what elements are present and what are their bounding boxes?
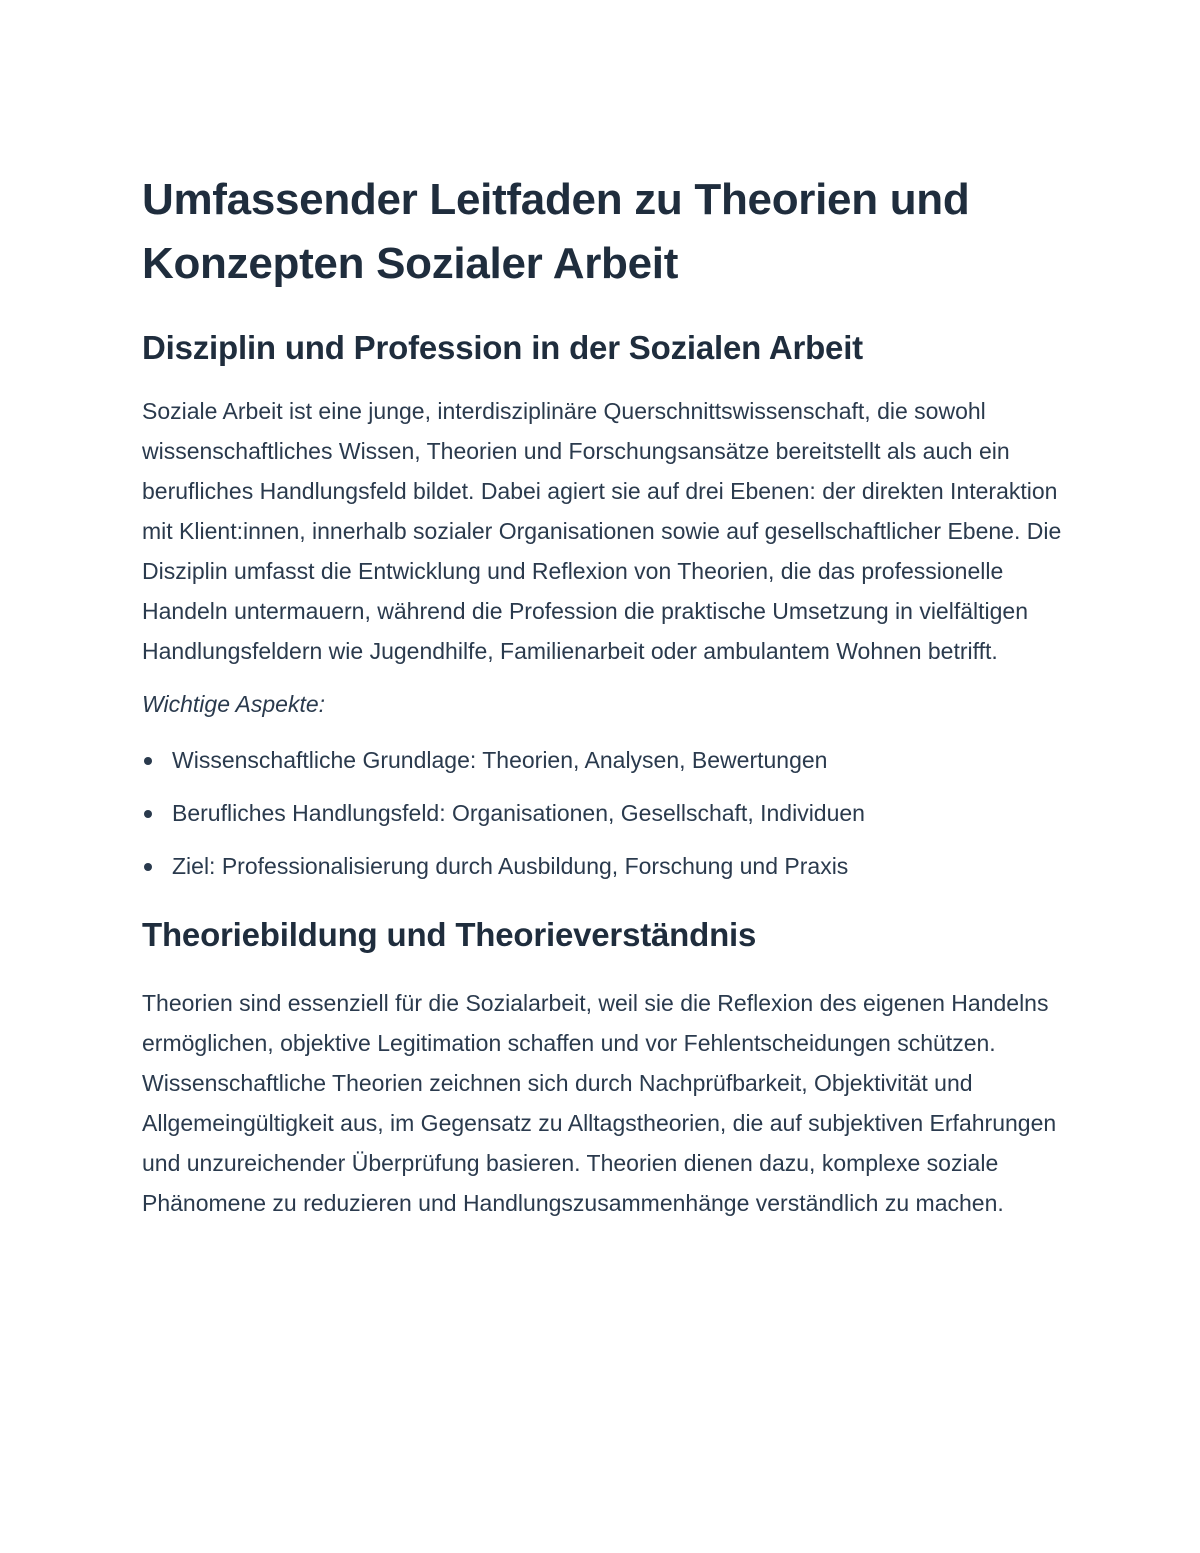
list-item-text: Ziel: Professionalisierung durch Ausbildung, Forschung und Praxis	[172, 853, 849, 879]
bullet-icon	[144, 757, 152, 765]
section-paragraph-disziplin: Soziale Arbeit ist eine junge, interdisziplinäre Querschnittswissenschaft, die sowohl wissenschaftliches Wissen, Theorien und Forschungsansätze bereitstellt als auch ein berufliches Handlungsfeld bildet. Dabei agiert sie auf drei Ebenen: der direkten Interaktion mit Klient:innen, innerhalb sozialer Organisationen sowie auf gesellschaftlicher Ebene. Die Disziplin umfasst die Entwicklung und Reflexion von Theorien, die das professionelle Handeln untermauern, während die Profession die praktische Umsetzung in vielfältigen Handlungsfeldern wie Jugendhilfe, Familienarbeit oder ambulantem Wohnen betrifft.	[142, 398, 1062, 664]
bullet-icon	[144, 810, 152, 818]
aspects-label: Wichtige Aspekte:	[142, 691, 326, 717]
list-item	[142, 787, 1072, 840]
document-title: Umfassender Leitfaden zu Theorien und Konzepten Sozialer Arbeit	[142, 175, 970, 288]
aspects-list	[142, 734, 1072, 893]
section-heading-theoriebildung: Theoriebildung und Theorieverständnis	[142, 916, 757, 953]
section-heading-disziplin: Disziplin und Profession in der Sozialen Arbeit	[142, 329, 863, 366]
list-item-text: Berufliches Handlungsfeld: Organisationen, Gesellschaft, Individuen	[172, 800, 865, 826]
document-page	[142, 168, 1072, 1223]
list-item	[142, 734, 1072, 787]
bullet-icon	[144, 863, 152, 871]
list-item	[142, 840, 1072, 893]
list-item-text: Wissenschaftliche Grundlage: Theorien, Analysen, Bewertungen	[172, 747, 828, 773]
section-paragraph-theoriebildung: Theorien sind essenziell für die Sozialarbeit, weil sie die Reflexion des eigenen Handelns ermöglichen, objektive Legitimation schaffen und vor Fehlentscheidungen schützen. Wissenschaftliche Theorien zeichnen sich durch Nachprüfbarkeit, Objektivität und Allgemeingültigkeit aus, im Gegensatz zu Alltagstheorien, die auf subjektiven Erfahrungen und unzureichender Überprüfung basieren. Theorien dienen dazu, komplexe soziale Phänomene zu reduzieren und Handlungszusammenhänge verständlich zu machen.	[142, 990, 1057, 1216]
